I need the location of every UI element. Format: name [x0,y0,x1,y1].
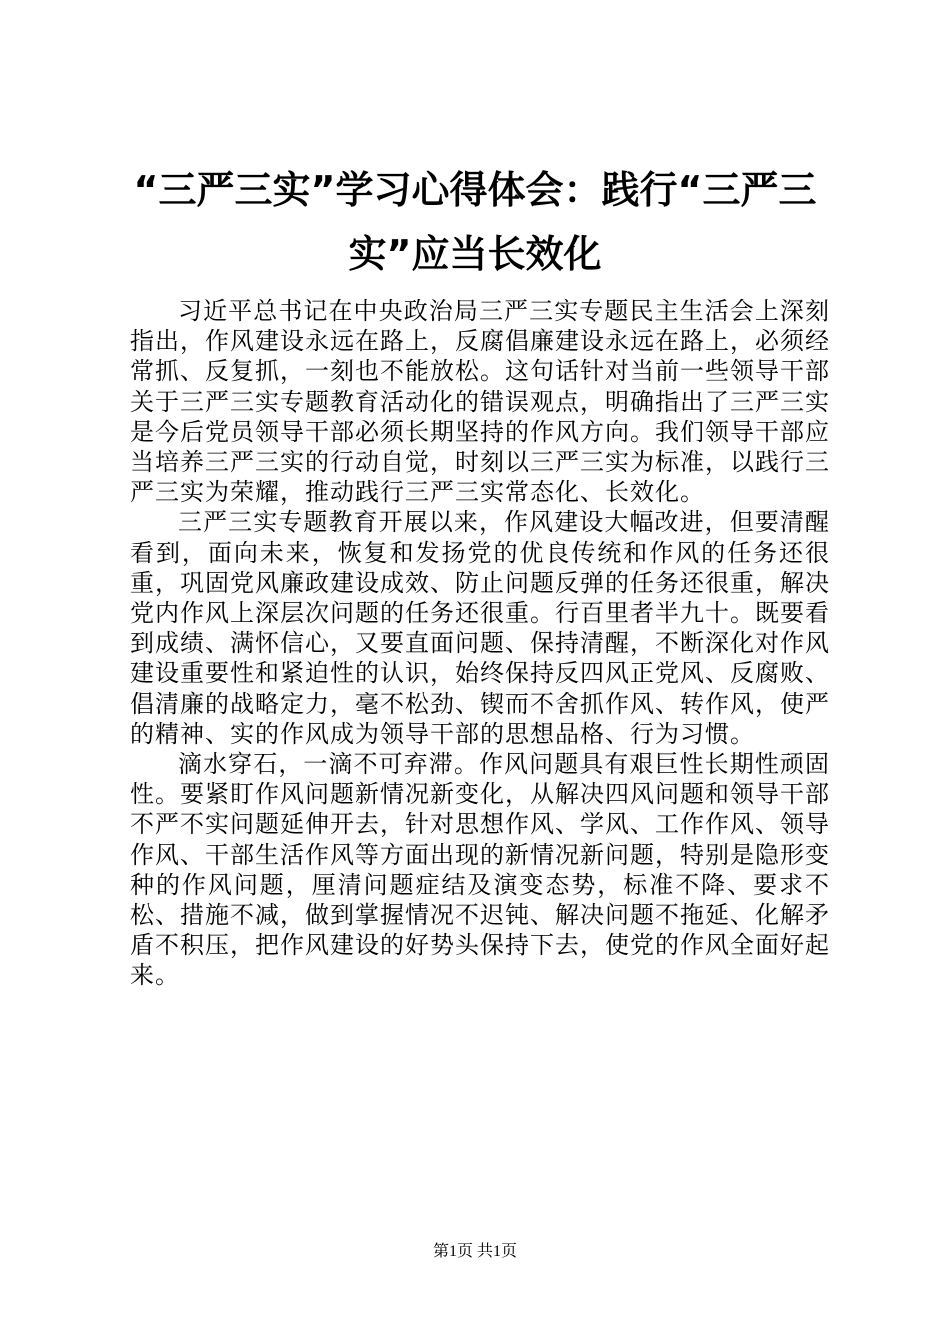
title-line-1: “三严三实”学习心得体会：践行“三严三 [133,168,817,212]
paragraph-1: 习近平总书记在中央政治局三严三实专题民主生活会上深刻指出，作风建设永远在路上，反腐倡廉建设永远在路上，必须经常抓、反复抓，一刻也不能放松。这句话针对当前一些领导干部关于三严三实专题教育活动化的错误观点，明确指出了三严三实是今后党员领导干部必须长期坚持的作风方向。我们领导干部应当培养三严三实的行动自觉，时刻以三严三实为标准，以践行三严三实为荣耀，推动践行三严三实常态化、长效化。 [130,297,830,507]
paragraph-2: 三严三实专题教育开展以来，作风建设大幅改进，但要清醒看到，面向未来，恢复和发扬党的优良传统和作风的任务还很重，巩固党风廉政建设成效、防止问题反弹的任务还很重，解决党内作风上深层次问题的任务还很重。行百里者半九十。既要看到成绩、满怀信心，又要直面问题、保持清醒，不断深化对作风建设重要性和紧迫性的认识，始终保持反四风正党风、反腐败、倡清廉的战略定力，毫不松劲、锲而不舍抓作风、转作风，使严的精神、实的作风成为领导干部的思想品格、行为习惯。 [130,508,830,748]
document-body [130,296,830,991]
page-number-footer: 第1页 共1页 [432,1243,517,1260]
title-line-2: 实”应当长效化 [348,232,602,276]
document-title [100,158,850,286]
paragraph-3: 滴水穿石，一滴不可弃滞。作风问题具有艰巨性长期性顽固性。要紧盯作风问题新情况新变化，从解决四风问题和领导干部不严不实问题延伸开去，针对思想作风、学风、工作作风、领导作风、干部生活作风等方面出现的新情况新问题，特别是隐形变种的作风问题，厘清问题症结及演变态势，标准不降、要求不松、措施不减，做到掌握情况不迟钝、解决问题不拖延、化解矛盾不积压，把作风建设的好势头保持下去，使党的作风全面好起来。 [130,750,830,990]
